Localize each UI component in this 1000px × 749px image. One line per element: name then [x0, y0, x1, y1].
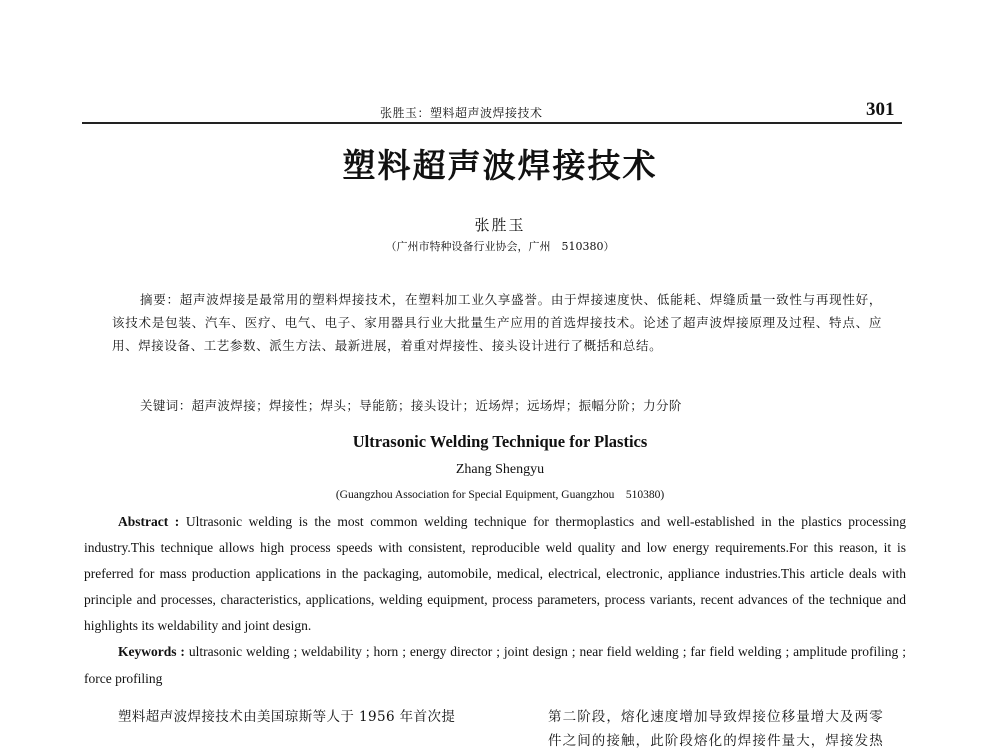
author-cn: 张胜玉	[474, 216, 526, 234]
author-en: Zhang Shengyu	[455, 462, 545, 477]
article-title-cn: 塑料超声波焊接技术	[342, 146, 658, 185]
abstract-en	[84, 509, 906, 639]
body-text-left-column: 塑料超声波焊接技术由美国琼斯等人于 1956 年首次提	[118, 709, 456, 725]
keywords-en	[84, 638, 906, 692]
abstract-cn: 摘要：超声波焊接是最常用的塑料焊接技术，在塑料加工业久享盛誉。由于焊接速度快、低能耗、焊缝质量一致性与再现性好，该技术是包装、汽车、医疗、电气、电子、家用器具行业大批量生产应用的首选焊接技术。论述了超声波焊接原理及过程、特点、应用、焊接设备、工艺参数、派生方法、最新进展，着重对焊接性、接头设计进行了概括和总结。	[112, 292, 882, 353]
page-number: 301	[866, 99, 895, 120]
article-title-en: Ultrasonic Welding Technique for Plastics	[352, 432, 648, 451]
header-rule	[82, 122, 902, 124]
running-header-title: 张胜玉：塑料超声波焊接技术	[380, 106, 543, 120]
body-text-right-column-line-2: 件之间的接触，此阶段熔化的焊接件量大，焊接发热	[548, 733, 884, 749]
keywords-text: ultrasonic welding ; weldability ; horn ; energy director ; joint design ; near field welding ; far field welding ; amplitude profiling ; force profiling	[84, 644, 906, 686]
affiliation-cn: （广州市特种设备行业协会，广州 510380）	[385, 240, 615, 253]
keywords-cn: 关键词：超声波焊接；焊接性；焊头；导能筋；接头设计；近场焊；远场焊；振幅分阶；力分阶	[140, 398, 682, 413]
affiliation-en: (Guangzhou Association for Special Equipment, Guangzhou 510380)	[335, 489, 665, 501]
body-text-right-column: 第二阶段，熔化速度增加导致焊接位移量增大及两零	[548, 709, 884, 725]
keywords-label: Keywords :	[118, 644, 185, 659]
abstract-label: Abstract :	[118, 514, 180, 529]
abstract-text: Ultrasonic welding is the most common welding technique for thermoplastics and well-established in the plastics processing industry.This technique allows high process speeds with consistent, reproducible weld quality and low energy requirements.For this reason, it is preferred for mass production applications in the packaging, automobile, medical, electrical, electronic, appliance industries.This article deals with principle and processes, characteristics, applications, welding equipment, process parameters, process variants, recent advances of the technique and highlights its weldability and joint design.	[84, 514, 907, 633]
